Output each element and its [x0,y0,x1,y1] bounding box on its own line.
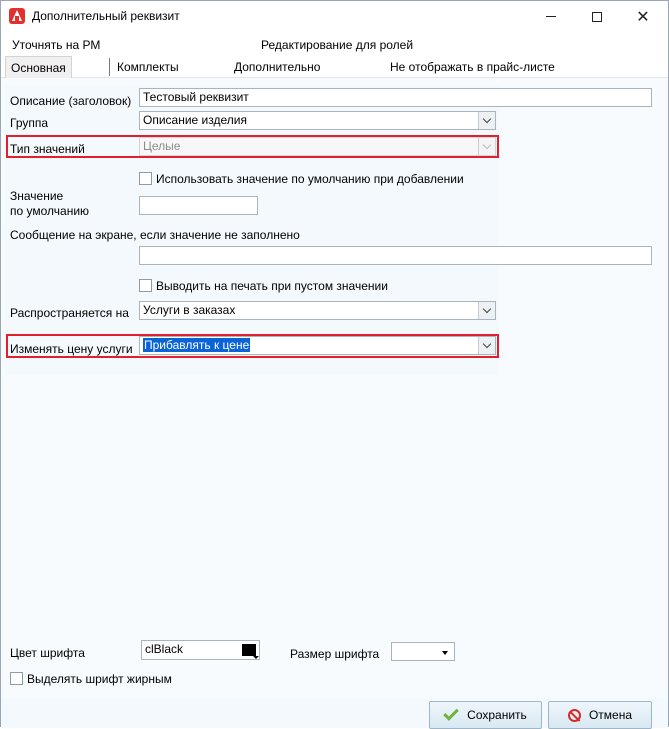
bold-font-label: Выделять шрифт жирным [27,672,172,686]
tab-main[interactable]: Основная [5,56,72,78]
close-icon: ✕ [636,8,650,26]
maximize-button[interactable] [574,1,620,32]
bold-font-checkbox[interactable] [10,672,23,685]
save-button-label: Сохранить [467,708,527,722]
chevron-down-icon [483,340,491,348]
change-price-dropdown-button[interactable] [478,337,495,354]
group-dropdown-button[interactable] [478,112,495,129]
cancel-button[interactable] [548,701,652,729]
default-value-label-line2: по умолчанию [10,204,90,218]
default-value-input[interactable] [139,196,258,215]
tab-row-1 [1,32,668,56]
close-button[interactable] [620,1,666,32]
color-dropdown-icon [253,656,259,659]
description-input[interactable]: Тестовый реквизит [139,88,652,107]
change-price-select-value: Прибавлять к цене [144,338,250,352]
chevron-down-icon [483,305,491,313]
group-select[interactable] [139,111,496,130]
message-label: Сообщение на экране, если значение не заполнено [10,228,300,242]
change-price-select[interactable] [139,336,496,355]
maximize-icon [592,12,602,22]
tab-kits[interactable]: Комплекты [117,60,179,74]
font-color-value: clBlack [145,642,184,656]
group-label: Группа [10,116,49,130]
font-size-label: Размер шрифта [290,647,380,661]
chevron-down-icon [483,141,491,149]
tab-separator [109,58,110,76]
cancel-icon [568,709,581,722]
print-empty-checkbox[interactable] [139,279,152,292]
font-color-label: Цвет шрифта [10,646,85,660]
default-value-label-line1: Значение [10,189,64,203]
value-type-label: Тип значений [10,142,85,156]
save-button[interactable] [429,701,542,729]
caret-down-icon [442,651,448,655]
tab-utochnyat-na-rm[interactable]: Уточнять на РМ [12,38,101,52]
use-default-checkbox[interactable] [139,172,152,185]
applies-to-dropdown-button[interactable] [478,302,495,319]
value-type-select [139,137,496,156]
font-size-select[interactable] [391,642,455,661]
print-empty-label: Выводить на печать при пустом значении [156,279,388,293]
group-select-value: Описание изделия [143,113,247,127]
title-bar[interactable] [1,1,668,32]
color-swatch [242,644,256,656]
message-input[interactable] [139,246,652,265]
chevron-down-icon [483,115,491,123]
value-type-dropdown-button [478,138,495,155]
applies-to-label: Распространяется на [10,306,129,320]
tab-role-editing[interactable]: Редактирование для ролей [261,38,414,52]
cancel-button-label: Отмена [588,708,633,722]
applies-to-select-value: Услуги в заказах [143,303,236,317]
change-price-label: Изменять цену услуги [10,342,133,356]
description-label: Описание (заголовок) [10,94,132,108]
minimize-button[interactable] [528,1,574,32]
font-color-picker[interactable] [141,640,260,660]
use-default-label: Использовать значение по умолчанию при добавлении [156,172,464,186]
checkmark-icon [443,705,459,721]
value-type-select-value: Целые [143,139,181,153]
app-logo-icon [9,8,25,24]
tab-row-2 [1,56,668,78]
applies-to-select[interactable] [139,301,496,320]
tab-additional[interactable]: Дополнительно [234,60,321,74]
tab-hide-in-pricelist[interactable]: Не отображать в прайс-листе [390,60,555,74]
minimize-icon [546,16,556,17]
window-title: Дополнительный реквизит [32,9,180,23]
